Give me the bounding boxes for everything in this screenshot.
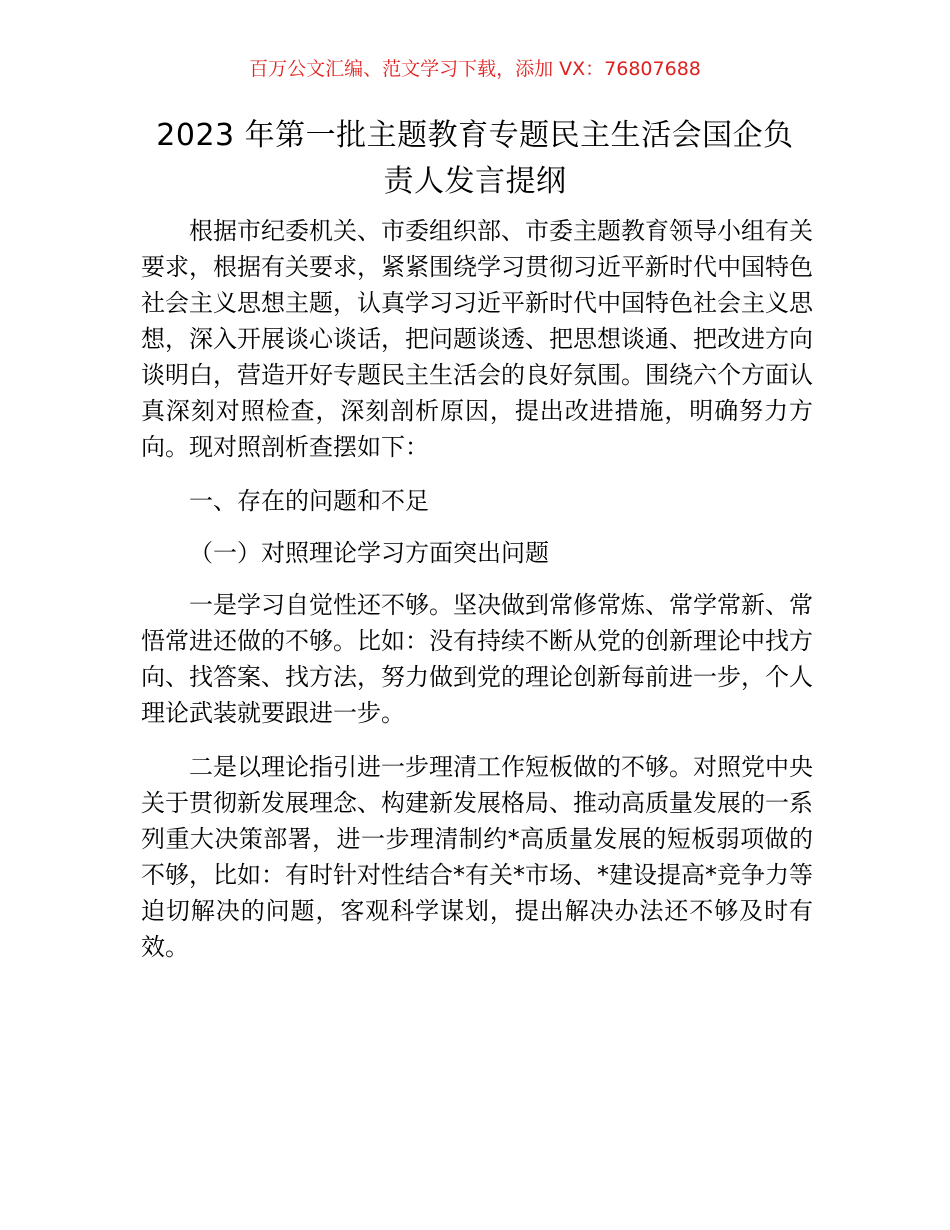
- subsection-heading: （一）对照理论学习方面突出问题: [189, 539, 549, 567]
- problem-item-1: 一是学习自觉性还不够。坚决做到常修常炼、常学常新、常悟常进还做的不够。比如：没有持续不断从党的创新理论中找方向、找答案、找方法，努力做到党的理论创新每前进一步，个人理论武装就要跟进一步。: [141, 591, 813, 727]
- title-line-2: 责人发言提纲: [383, 164, 567, 199]
- document-title: [140, 113, 810, 205]
- title-line-1: 2023 年第一批主题教育专题民主生活会国企负: [156, 118, 794, 153]
- problem-item-2: 二是以理论指引进一步理清工作短板做的不够。对照党中央关于贯彻新发展理念、构建新发展格局、推动高质量发展的一系列重大决策部署，进一步理清制约*高质量发展的短板弱项做的不够，比如：有时针对性结合*有关*市场、*建设提高*竞争力等迫切解决的问题，客观科学谋划，提出解决办法还不够及时有效。: [141, 753, 813, 961]
- section-heading: 一、存在的问题和不足: [189, 487, 429, 515]
- watermark-header-note: 百万公文汇编、范文学习下载，添加 VX：76807688: [249, 58, 701, 80]
- intro-paragraph: 根据市纪委机关、市委组织部、市委主题教育领导小组有关要求，根据有关要求，紧紧围绕学习贯彻习近平新时代中国特色社会主义思想主题，认真学习习近平新时代中国特色社会主义思想，深入开展谈心谈话，把问题谈透、把思想谈通、把改进方向谈明白，营造开好专题民主生活会的良好氛围。围绕六个方面认真深刻对照检查，深刻剖析原因，提出改进措施，明确努力方向。现对照剖析查摆如下：: [141, 217, 813, 461]
- document-body: [141, 213, 813, 965]
